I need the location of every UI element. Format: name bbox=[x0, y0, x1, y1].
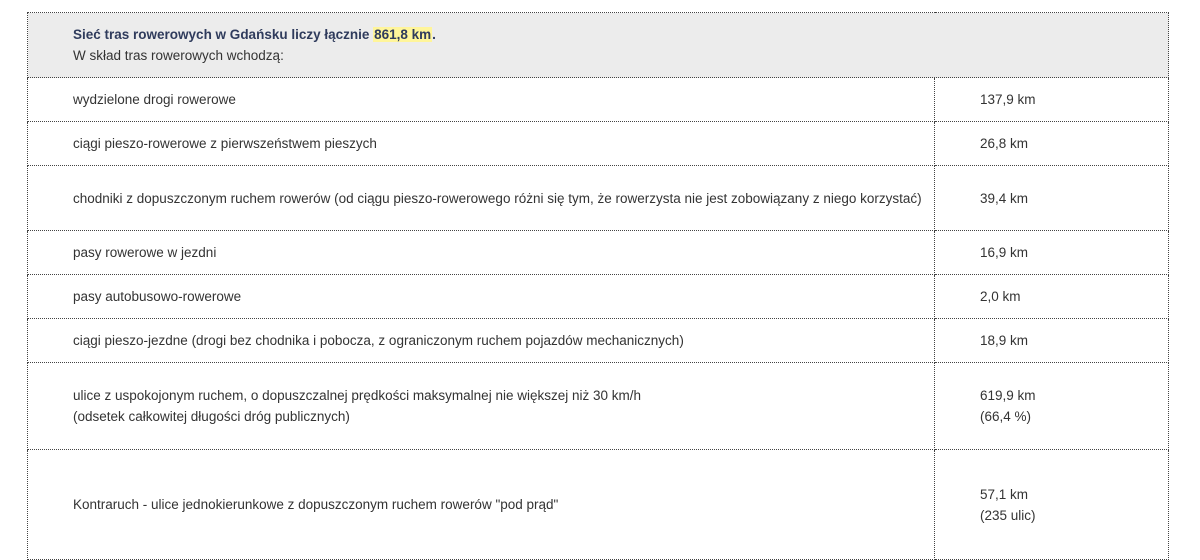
route-length-value: 619,9 km bbox=[980, 388, 1036, 403]
route-type-cell: pasy rowerowe w jezdni bbox=[28, 231, 935, 275]
table-row bbox=[28, 78, 1169, 122]
route-length-cell: 18,9 km bbox=[935, 319, 1169, 363]
street-count: (235 ulic) bbox=[980, 507, 1036, 523]
table-subtitle: W skład tras rowerowych wchodzą: bbox=[73, 48, 284, 63]
table-title bbox=[73, 24, 1168, 45]
title-prefix: Sieć tras rowerowych w Gdańsku liczy łącznie bbox=[73, 27, 374, 42]
table-header-cell bbox=[28, 13, 1169, 78]
route-type-cell: ciągi pieszo-jezdne (drogi bez chodnika i pobocza, z ograniczonym ruchem pojazdów mechanicznych) bbox=[28, 319, 935, 363]
table-row bbox=[28, 122, 1169, 166]
table-header-row bbox=[28, 13, 1169, 78]
route-length-value: 57,1 km bbox=[980, 486, 1029, 502]
route-type-cell: pasy autobusowo-rowerowe bbox=[28, 275, 935, 319]
title-suffix: . bbox=[432, 27, 436, 42]
table-row bbox=[28, 319, 1169, 363]
route-type-cell: ciągi pieszo-rowerowe z pierwszeństwem pieszych bbox=[28, 122, 935, 166]
route-length-cell: 26,8 km bbox=[935, 122, 1169, 166]
route-type-cell: wydzielone drogi rowerowe bbox=[28, 78, 935, 122]
total-length-highlight: 861,8 km bbox=[374, 27, 432, 42]
table-row bbox=[28, 450, 1169, 560]
route-length-cell: 2,0 km bbox=[935, 275, 1169, 319]
bike-routes-table bbox=[27, 12, 1169, 560]
route-type-cell: Kontraruch - ulice jednokierunkowe z dopuszczonym ruchem rowerów "pod prąd" bbox=[28, 450, 935, 560]
route-length-cell bbox=[935, 450, 1169, 560]
route-length-cell: 137,9 km bbox=[935, 78, 1169, 122]
route-length-cell bbox=[935, 363, 1169, 450]
route-type-line: ulice z uspokojonym ruchem, o dopuszczalnej prędkości maksymalnej nie większej niż 30 km/h bbox=[73, 388, 642, 403]
route-type-note: (odsetek całkowitej długości dróg publicznych) bbox=[73, 409, 350, 424]
route-length-cell: 16,9 km bbox=[935, 231, 1169, 275]
table-row bbox=[28, 166, 1169, 231]
route-length-cell: 39,4 km bbox=[935, 166, 1169, 231]
table-row bbox=[28, 231, 1169, 275]
table-row bbox=[28, 275, 1169, 319]
route-type-cell bbox=[28, 363, 935, 450]
table-row bbox=[28, 363, 1169, 450]
route-type-cell: chodniki z dopuszczonym ruchem rowerów (od ciągu pieszo-rowerowego różni się tym, że rowerzysta nie jest zobowiązany z niego korzystać) bbox=[28, 166, 935, 231]
route-length-percentage: (66,4 %) bbox=[980, 409, 1032, 424]
